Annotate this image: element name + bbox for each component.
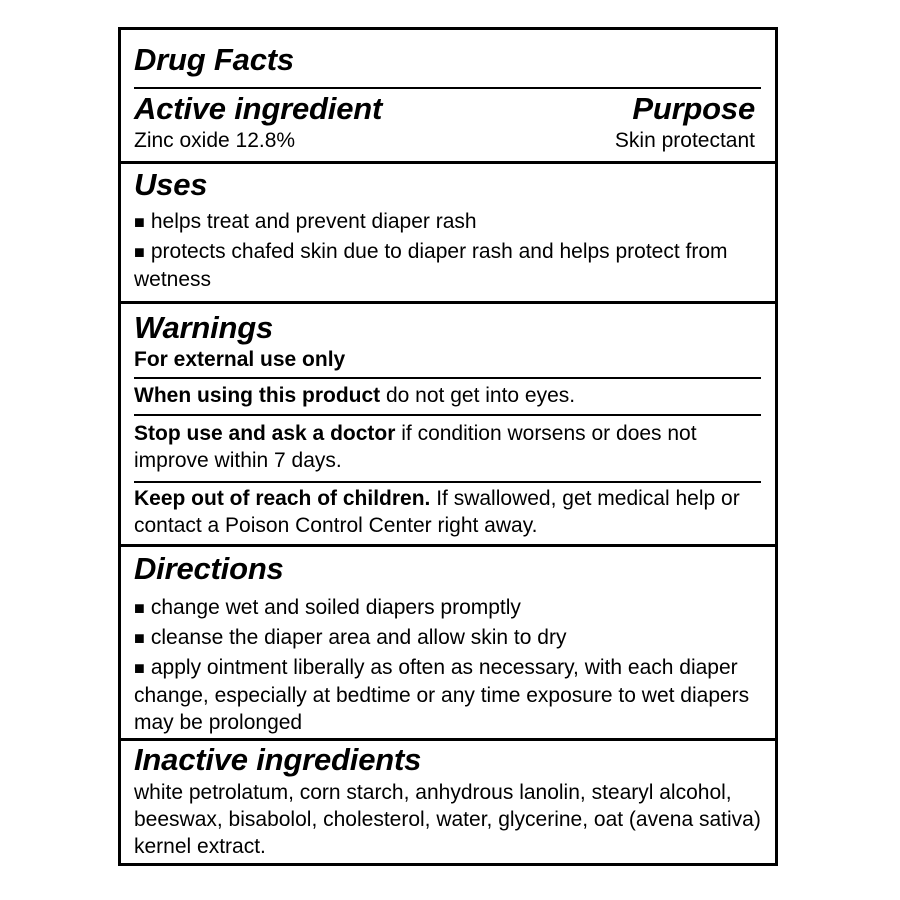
keep-out-warning: Keep out of reach of children. If swallowed, get medical help or contact a Poison Control Center right away. [134, 487, 740, 537]
inactive-ingredients-heading: Inactive ingredients [134, 742, 422, 777]
external-use-text: For external use only [134, 348, 346, 371]
uses-heading: Uses [134, 167, 208, 202]
directions-item: ■ apply ointment liberally as often as necessary, with each diaper change, especially at bedtime or any time exposure to wet diapers may be prolonged [134, 654, 764, 736]
when-using-warning: When using this product do not get into eyes. [134, 384, 576, 407]
drug-facts-panel [118, 27, 778, 866]
section-divider [121, 301, 775, 304]
active-ingredient-value: Zinc oxide 12.8% [134, 129, 296, 152]
title-divider [134, 87, 761, 89]
directions-item: ■ cleanse the diaper area and allow skin to dry [134, 624, 764, 652]
warning-divider [134, 377, 761, 379]
active-ingredient-heading: Active ingredient [134, 91, 383, 126]
drug-facts-title: Drug Facts [134, 42, 294, 77]
directions-item: ■ change wet and soiled diapers promptly [134, 594, 764, 622]
stop-use-warning: Stop use and ask a doctor if condition worsens or does not improve within 7 days. [134, 422, 697, 472]
section-divider [121, 738, 775, 741]
directions-heading: Directions [134, 551, 284, 586]
section-divider [121, 161, 775, 164]
uses-item: ■ helps treat and prevent diaper rash [134, 208, 764, 236]
inactive-ingredients-text: white petrolatum, corn starch, anhydrous lanolin, stearyl alcohol, beeswax, bisabolol, cholesterol, water, glycerine, oat (avena sativa) kernel extract. [134, 781, 761, 858]
section-divider [121, 544, 775, 547]
uses-item: ■ protects chafed skin due to diaper rash and helps protect from wetness [134, 238, 764, 293]
warnings-heading: Warnings [134, 310, 274, 345]
purpose-value: Skin protectant [614, 129, 755, 152]
warning-divider [134, 481, 761, 483]
purpose-heading: Purpose [632, 91, 755, 126]
warning-divider [134, 414, 761, 416]
